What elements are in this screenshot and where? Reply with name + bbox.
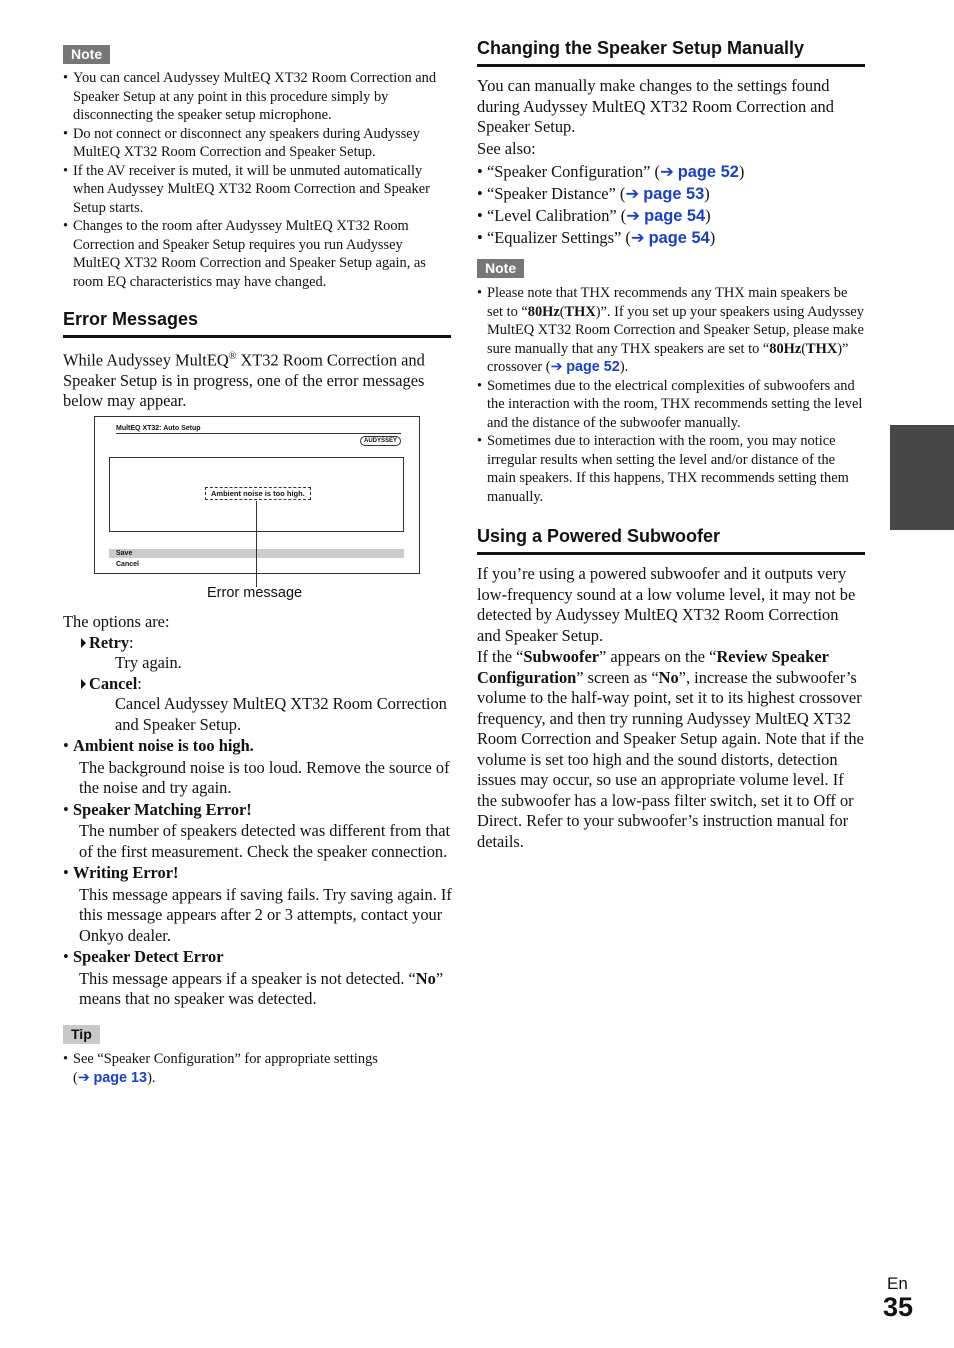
error-messages-heading: Error Messages [63, 309, 451, 338]
screen-title: MultEQ XT32: Auto Setup [116, 424, 401, 434]
paren: ( [559, 303, 565, 320]
page-link[interactable]: page 54 [644, 207, 706, 225]
error-desc: This message appears if saving fails. Try saving again. If this message appears after 2 or 3 attempts, contact your Onkyo dealer. [79, 884, 452, 945]
error-title: Writing Error! [73, 863, 179, 882]
error-title: Speaker Matching Error! [73, 799, 252, 819]
page-link[interactable]: page 53 [643, 185, 705, 203]
right-column [477, 38, 865, 852]
note-text: Please note that THX recommends any THX main speakers be set to “ [487, 285, 848, 320]
see-also-item: • “Equalizer Settings” (➔ page 54) [477, 227, 865, 249]
note-item: • Please note that THX recommends any THX main speakers be set to “80Hz(THX)”. If you set up your speakers using Audyssey MultEQ XT32 Room Correction and Speaker Setup, please make sure manually that any THX speakers are set to “80Hz(THX)” crossover (➔ page 52). [477, 284, 865, 377]
see-also-list [477, 161, 865, 249]
page-link[interactable]: page 52 [677, 163, 739, 181]
page-link[interactable]: page 54 [648, 229, 710, 247]
callout-line [256, 501, 257, 587]
note-badge: Note [63, 45, 110, 64]
sub-bold: Review Speaker Configuration [477, 647, 829, 687]
arrow-icon: ➔ [77, 1069, 90, 1086]
see-also: See also: [477, 138, 536, 158]
options-intro: The options are: [63, 612, 170, 631]
error-intro [63, 347, 451, 412]
see-label: “Speaker Configuration” ( [487, 162, 660, 181]
arrow-icon: ➔ [630, 228, 645, 247]
paren: ) [595, 303, 601, 320]
left-column-lower [63, 612, 453, 1087]
bold-80hz: 80Hz [527, 303, 560, 320]
cancel-desc: Cancel Audyssey MultEQ XT32 Room Correction and Speaker Setup. [115, 694, 447, 734]
paren: ) [837, 340, 843, 357]
note-item: • If the AV receiver is muted, it will be unmuted automatically when Audyssey MultEQ XT32 Room Correction and Speaker Setup starts. [63, 162, 451, 218]
error-item [63, 736, 453, 799]
see-also-item: • “Level Calibration” (➔ page 54) [477, 205, 865, 227]
tip-text: See “Speaker Configuration” for appropriate settings [73, 1051, 378, 1067]
tip-item: • See “Speaker Configuration” for appropriate settings (➔ page 13). [63, 1050, 453, 1087]
see-label: “Level Calibration” ( [487, 206, 627, 225]
arrow-icon: ➔ [626, 206, 640, 225]
sub-bold: No [658, 667, 679, 687]
option-cancel: Cancel: [79, 674, 453, 695]
subwoofer-paragraph: If you’re using a powered subwoofer and it outputs very low-frequency sound at a low volume level, it may not be detected by Audyssey MultEQ XT32 Room Correction and Speaker Setup. [477, 564, 856, 645]
note-text: ”. If you set up your speakers using Audyssey MultEQ XT32 Room Correction and Speaker Setup, please make sure manually that any THX speakers are set to “ [487, 303, 864, 357]
sub-bold: Subwoofer [523, 647, 600, 666]
page-link[interactable]: page 52 [566, 359, 620, 375]
detect-text: This message appears if a speaker is not detected. “ [79, 968, 416, 988]
page-link[interactable]: page 13 [93, 1069, 148, 1086]
error-item [63, 800, 453, 863]
powered-subwoofer-heading: Using a Powered Subwoofer [477, 526, 865, 555]
paren: ( [801, 340, 807, 357]
note-item: • You can cancel Audyssey MultEQ XT32 Room Correction and Speaker Setup at any point in this procedure simply by disconnecting the speaker setup microphone. [63, 69, 451, 125]
language-label: En [887, 1274, 908, 1293]
screen-option-cancel: Cancel [116, 561, 139, 568]
registered-mark: ® [228, 351, 237, 362]
see-label: “Equalizer Settings” ( [487, 228, 631, 247]
see-label: “Speaker Distance” ( [487, 184, 626, 203]
tip-badge: Tip [63, 1025, 100, 1044]
see-also-item: • “Speaker Configuration” (➔ page 52) [477, 161, 865, 183]
error-title: Speaker Detect Error [73, 947, 224, 966]
sub-text: ” appears on the “ [599, 647, 717, 666]
error-message-caption: Error message [207, 585, 303, 601]
error-item [63, 947, 453, 1010]
tip-list [63, 1050, 453, 1087]
manual-text: You can manually make changes to the settings found during Audyssey MultEQ XT32 Room Correction and Speaker Setup. [477, 76, 834, 136]
detect-no: No [415, 968, 436, 988]
auto-setup-screen [94, 416, 420, 574]
bold-80hz: 80Hz [769, 340, 802, 357]
note-item: • Do not connect or disconnect any speakers during Audyssey MultEQ XT32 Room Correction and Speaker Setup. [63, 125, 451, 162]
detect-text: ” means that no speaker was detected. [79, 968, 444, 1008]
section-tab [890, 425, 954, 530]
left-column [63, 45, 451, 412]
note-list [63, 69, 451, 291]
error-desc: The number of speakers detected was different from that of the first measurement. Check the speaker connection. [79, 821, 451, 861]
note-badge: Note [477, 259, 524, 278]
error-desc [63, 969, 453, 1010]
error-item [63, 863, 453, 946]
sub-text: If the “ [477, 647, 524, 666]
retry-label: Retry [89, 632, 130, 652]
sub-text: ”, increase the subwoofer’s volume to the half-way point, set it to its highest crossover frequency, and then try running Audyssey MultEQ XT32 Room Correction and Speaker Setup again. Note that if the volume is set too high and the sound distorts, detection issues may occur, so use an appropriate volume level. If the subwoofer has a low-pass filter switch, set it to Off or Direct. Refer to your subwoofer’s instruction manual for details. [477, 667, 864, 851]
intro-text: While Audyssey MultEQ [63, 350, 229, 370]
option-retry: Retry: Try again. Cancel: Cancel Audyssey MultEQ XT32 Room Correction and Speaker Setup. [63, 633, 453, 736]
note-text: ” crossover ( [487, 340, 849, 375]
bold-thx: THX [564, 303, 596, 320]
save-option-label: Save [116, 550, 133, 557]
note-item: • Sometimes due to the electrical complexities of subwoofers and the interaction with the room, THX recommends setting the level and the distance of the subwoofer manually. [477, 377, 865, 433]
note-item: • Sometimes due to interaction with the room, you may notice irregular results when setting the level and/or distance of the main speakers. If this happens, THX recommends setting them manually. [477, 432, 865, 506]
bold-thx: THX [806, 340, 838, 357]
arrow-icon: ➔ [625, 184, 640, 203]
error-message-text: Ambient noise is too high. [205, 487, 311, 500]
note-list [477, 284, 865, 506]
sub-text: ” screen as “ [576, 667, 659, 687]
arrow-icon: ➔ [659, 162, 674, 181]
cancel-label: Cancel [89, 673, 138, 693]
retry-desc: Try again. [115, 653, 182, 672]
see-also-item: • “Speaker Distance” (➔ page 53) [477, 183, 865, 205]
error-desc: The background noise is too loud. Remove the source of the noise and try again. [79, 757, 450, 797]
arrow-icon: ➔ [550, 359, 563, 375]
page-number: 35 [883, 1292, 914, 1322]
intro-text: XT32 Room Correction and Speaker Setup is in progress, one of the error messages below may appear. [63, 350, 425, 411]
note-item: • Changes to the room after Audyssey MultEQ XT32 Room Correction and Speaker Setup requires you run Audyssey MultEQ XT32 Room Correction and Speaker Setup again, as room EQ characteristics may have changed. [63, 217, 451, 291]
manual-setup-heading: Changing the Speaker Setup Manually [477, 38, 865, 67]
audyssey-logo: AUDYSSEY [360, 436, 401, 446]
subwoofer-paragraph [477, 647, 865, 852]
error-title: Ambient noise is too high. [73, 736, 254, 755]
